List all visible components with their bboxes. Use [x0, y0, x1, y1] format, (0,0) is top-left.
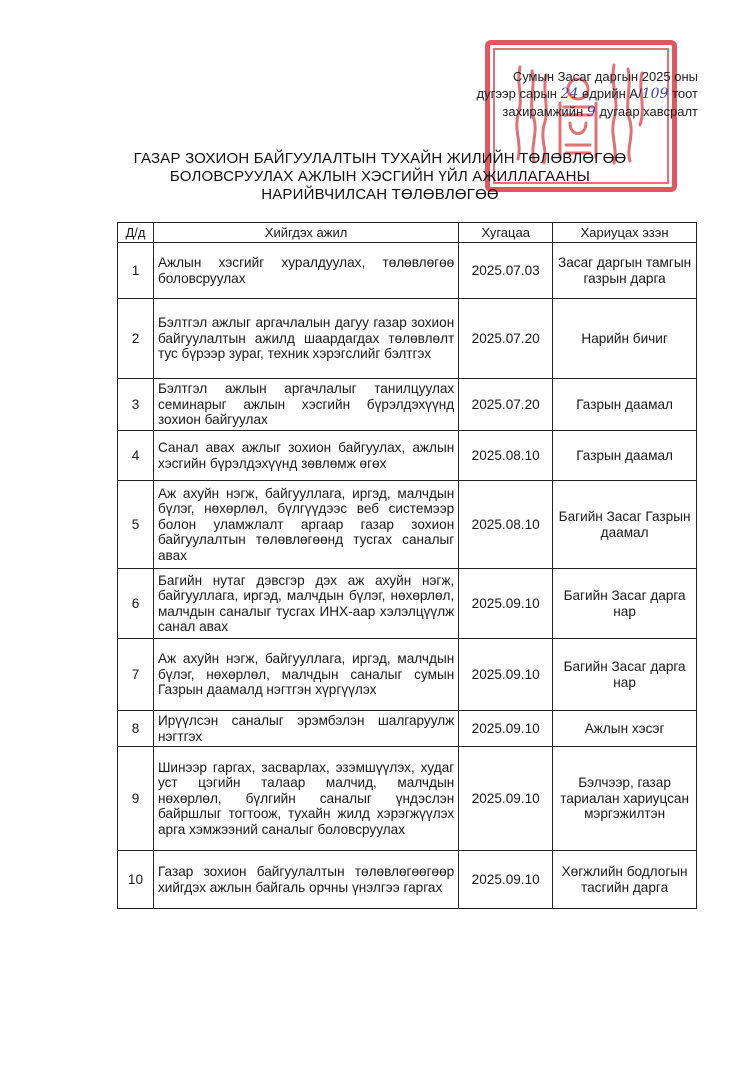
document-title — [120, 150, 640, 204]
row-deadline: 2025.07.20 — [459, 299, 553, 379]
row-number: 7 — [118, 639, 154, 711]
reference-line-2: дугээр сарын 24 өдрийн А/109 тоот — [476, 86, 698, 102]
row-deadline: 2025.08.10 — [459, 431, 553, 481]
row-task: Санал авах ажлыг зохион байгуулах, ажлын хэсгийн бүрэлдэхүүнд зөвлөмж өгөх — [153, 431, 458, 481]
row-deadline: 2025.09.10 — [459, 711, 553, 747]
row-task: Ажлын хэсгийг хуралдуулах, төлөвлөгөө боловсруулах — [153, 243, 458, 299]
row-task: Багийн нутаг дэвсгэр дэх аж ахуйн нэгж, байгууллага, иргэд, малчдын бүлэг, нөхөрлөл, малчдын саналыг тусгах ИНХ-аар хэлэлцүүлж санал авах — [153, 569, 458, 639]
row-number: 8 — [118, 711, 154, 747]
table-row — [118, 747, 697, 851]
row-responsible: Багийн Засаг Газрын даамал — [553, 481, 697, 569]
table-row — [118, 851, 697, 909]
reference-line-3: захирамжийн 9 дугаар хавсралт — [502, 104, 698, 120]
handwritten-order-number: 109 — [641, 86, 669, 102]
row-deadline: 2025.09.10 — [459, 569, 553, 639]
title-line-2: БОЛОВСРУУЛАХ АЖЛЫН ХЭСГИЙН ҮЙЛ АЖИЛЛАГААНЫ — [169, 168, 591, 185]
row-task: Ирүүлсэн саналыг эрэмбэлэн шалгаруулж нэгтгэх — [153, 711, 458, 747]
handwritten-day: 24 — [560, 86, 579, 102]
table-row — [118, 639, 697, 711]
row-deadline: 2025.09.10 — [459, 851, 553, 909]
row-number: 4 — [118, 431, 154, 481]
row-number: 10 — [118, 851, 154, 909]
plan-table — [117, 222, 697, 909]
row-deadline: 2025.07.03 — [459, 243, 553, 299]
row-number: 9 — [118, 747, 154, 851]
table-row — [118, 431, 697, 481]
handwritten-appendix-number: 9 — [586, 104, 596, 120]
row-number: 6 — [118, 569, 154, 639]
table-row — [118, 711, 697, 747]
row-task: Аж ахуйн нэгж, байгууллага, иргэд, малчдын бүлэг, нөхөрлөл, бүлгүүдээс веб системээр болон уламжлалт аргаар газар зохион байгуулалтын төлөвлөгөөнд тусгах саналыг авах — [153, 481, 458, 569]
row-responsible: Багийн Засаг дарга нар — [553, 569, 697, 639]
row-deadline: 2025.09.10 — [459, 747, 553, 851]
row-responsible: Газрын даамал — [553, 379, 697, 431]
reference-line-1: Сумын Засаг даргын 2025 оны — [512, 69, 698, 84]
row-deadline: 2025.08.10 — [459, 481, 553, 569]
row-task: Бэлтгэл ажлын аргачлалыг танилцуулах семинарыг ажлын хэсгийн бүрэлдэхүүнд зохион байгуулах — [153, 379, 458, 431]
row-task: Газар зохион байгуулалтын төлөвлөгөөгөөр хийгдэх ажлын байгаль орчны үнэлгээ гаргах — [153, 851, 458, 909]
row-responsible: Ажлын хэсэг — [553, 711, 697, 747]
row-responsible: Бэлчээр, газар тариалан хариуцсан мэргэжилтэн — [553, 747, 697, 851]
table-row — [118, 379, 697, 431]
row-responsible: Хөгжлийн бодлогын тасгийн дарга — [553, 851, 697, 909]
row-responsible: Багийн Засаг дарга нар — [553, 639, 697, 711]
row-number: 3 — [118, 379, 154, 431]
row-task: Шинээр гаргах, засварлах, эзэмшүүлэх, худаг уст цэгийн талаар малчид, малчдын нөхөрлөл, бүлгийн саналыг үндэслэн байршлыг тогтоож, тухайн жилд хэрэгжүүлэх арга хэмжээний саналыг боловсруулах — [153, 747, 458, 851]
row-responsible: Нарийн бичиг — [553, 299, 697, 379]
table-header-row — [118, 223, 697, 243]
header-responsible: Хариуцах эзэн — [553, 223, 697, 243]
row-number: 1 — [118, 243, 154, 299]
header-deadline: Хугацаа — [459, 223, 553, 243]
header-number: Д/д — [118, 223, 154, 243]
row-responsible: Засаг даргын тамгын газрын дарга — [553, 243, 697, 299]
table-row — [118, 299, 697, 379]
row-responsible: Газрын даамал — [553, 431, 697, 481]
row-deadline: 2025.09.10 — [459, 639, 553, 711]
title-line-1: ГАЗАР ЗОХИОН БАЙГУУЛАЛТЫН ТУХАЙН ЖИЛИЙН ТӨЛӨВЛӨГӨӨ — [133, 150, 627, 167]
table-row — [118, 569, 697, 639]
order-reference — [477, 68, 698, 121]
row-task: Аж ахуйн нэгж, байгууллага, иргэд, малчдын бүлэг, нөхөрлөл, малчдын саналыг сумын Газрын даамалд нэгтгэн хүргүүлэх — [153, 639, 458, 711]
row-number: 5 — [118, 481, 154, 569]
header-task: Хийгдэх ажил — [153, 223, 458, 243]
table-row — [118, 243, 697, 299]
table-row — [118, 481, 697, 569]
row-deadline: 2025.07.20 — [459, 379, 553, 431]
title-line-3: НАРИЙВЧИЛСАН ТӨЛӨВЛӨГӨӨ — [261, 186, 499, 203]
row-task: Бэлтгэл ажлыг аргачлалын дагуу газар зохион байгуулалтын ажилд шаардагдах төлөвлөлт тус бүрээр зураг, техник хэрэгслийг бэлтгэх — [153, 299, 458, 379]
row-number: 2 — [118, 299, 154, 379]
